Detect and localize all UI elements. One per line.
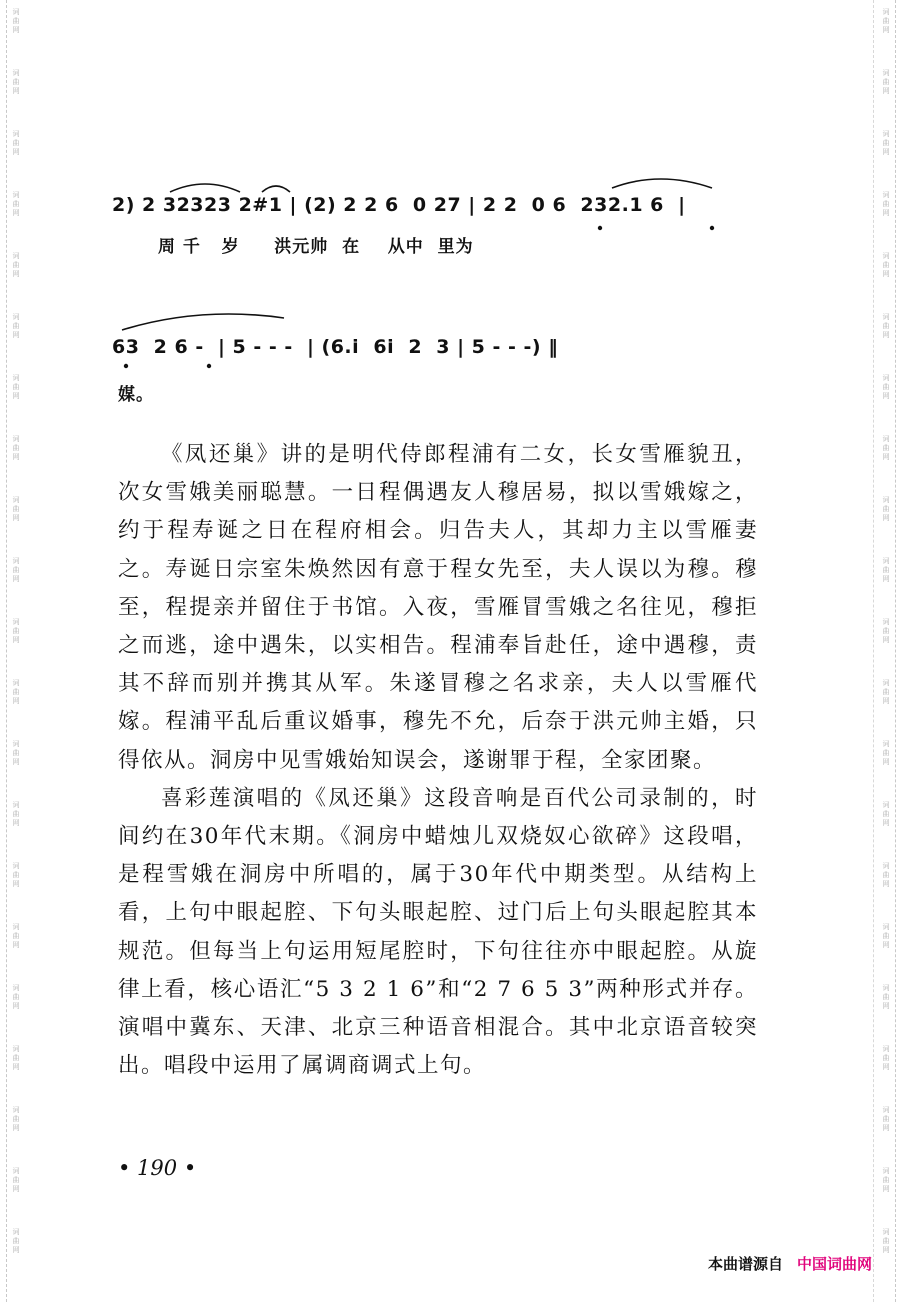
watermark-mark: 词 曲 网 xyxy=(12,862,20,888)
watermark-mark: 词 曲 网 xyxy=(882,1106,890,1132)
watermark-mark: 词 曲 网 xyxy=(882,191,890,217)
watermark-mark: 词 曲 网 xyxy=(882,740,890,766)
watermark-mark: 词 曲 网 xyxy=(882,862,890,888)
watermark-mark: 词 曲 网 xyxy=(882,618,890,644)
watermark-mark: 词 曲 网 xyxy=(12,191,20,217)
watermark-mark: 词 曲 网 xyxy=(882,252,890,278)
slur xyxy=(122,314,284,330)
watermark-mark: 词 曲 网 xyxy=(12,679,20,705)
watermark-mark: 词 曲 网 xyxy=(882,374,890,400)
watermark-mark: 词 曲 网 xyxy=(882,496,890,522)
watermark-mark: 词 曲 网 xyxy=(882,984,890,1010)
octave-dot xyxy=(710,226,714,230)
watermark-mark: 词 曲 网 xyxy=(882,679,890,705)
watermark-mark: 词 曲 网 xyxy=(882,8,890,34)
watermark-mark: 词 曲 网 xyxy=(12,496,20,522)
watermark-mark: 词 曲 网 xyxy=(12,740,20,766)
watermark-mark: 词 曲 网 xyxy=(12,984,20,1010)
watermark-mark: 词 曲 网 xyxy=(882,1228,890,1254)
watermark-mark: 词 曲 网 xyxy=(12,1228,20,1254)
slur xyxy=(170,184,240,192)
watermark-mark: 词 曲 网 xyxy=(882,801,890,827)
watermark-mark: 词 曲 网 xyxy=(12,557,20,583)
score-line-1-lyrics: 周 千 岁 洪元帅 在 从中 里为 xyxy=(158,237,474,257)
score-line-2-lyrics: 媒。 xyxy=(118,385,154,405)
watermark-mark: 词 曲 网 xyxy=(882,1045,890,1071)
octave-dot xyxy=(598,226,602,230)
watermark-mark: 词 曲 网 xyxy=(12,374,20,400)
watermark-mark: 词 曲 网 xyxy=(882,923,890,949)
octave-dot xyxy=(124,364,128,368)
slur xyxy=(612,179,712,188)
watermark-mark: 词 曲 网 xyxy=(12,1045,20,1071)
watermark-mark: 词 曲 网 xyxy=(882,1167,890,1193)
body-text xyxy=(118,436,758,1085)
paragraph-1: 《凤还巢》讲的是明代侍郎程浦有二女，长女雪雁貌丑，次女雪娥美丽聪慧。一日程偶遇友人穆居易，拟以雪娥嫁之，约于程寿诞之日在程府相会。归告夫人，其却力主以雪雁妻之。寿诞日宗室朱焕然因有意于程女先至，夫人误以为穆。穆至，程提亲并留住于书馆。入夜，雪雁冒雪娥之名往见，穆拒之而逃，途中遇朱，以实相告。程浦奉旨赴任，途中遇穆，责其不辞而别并携其从军。朱遂冒穆之名求亲，夫人以雪雁代嫁。程浦平乱后重议婚事，穆先不允，后奈于洪元帅主婚，只得依从。洞房中见雪娥始知误会，遂谢罪于程，全家团聚。 xyxy=(118,442,758,773)
score-slurs xyxy=(0,0,902,420)
octave-dot xyxy=(207,364,211,368)
page-number: • 190 • xyxy=(118,1156,197,1180)
watermark-mark: 词 曲 网 xyxy=(12,435,20,461)
watermark-mark: 词 曲 网 xyxy=(12,801,20,827)
watermark-mark: 词 曲 网 xyxy=(12,252,20,278)
watermark-mark: 词 曲 网 xyxy=(882,435,890,461)
source-label: 本曲谱源自 xyxy=(707,1255,783,1273)
watermark-mark: 词 曲 网 xyxy=(12,1167,20,1193)
slur xyxy=(262,186,290,192)
watermark-mark: 词 曲 网 xyxy=(12,8,20,34)
watermark-mark: 词 曲 网 xyxy=(882,69,890,95)
brand-name[interactable]: 中国词曲网 xyxy=(796,1255,872,1273)
watermark-mark: 词 曲 网 xyxy=(882,557,890,583)
watermark-mark: 词 曲 网 xyxy=(882,313,890,339)
watermark-mark: 词 曲 网 xyxy=(12,130,20,156)
watermark-mark: 词 曲 网 xyxy=(12,923,20,949)
paragraph-2: 喜彩莲演唱的《凤还巢》这段音响是百代公司录制的，时间约在30年代末期。《洞房中蜡烛儿双烧奴心欲碎》这段唱，是程雪娥在洞房中所唱的，属于30年代中期类型。从结构上看，上句中眼起腔、下句头眼起腔、过门后上句头眼起腔其本规范。但每当上句运用短尾腔时，下句往往亦中眼起腔。从旋律上看，核心语汇“5 3 2 1 6”和“2 7 6 5 3”两种形式并存。演唱中冀东、天津、北京三种语音相混合。其中北京语音较突出。唱段中运用了属调商调式上句。 xyxy=(118,785,758,1079)
watermark-mark: 词 曲 网 xyxy=(12,1106,20,1132)
watermark-mark: 词 曲 网 xyxy=(12,618,20,644)
watermark-mark: 词 曲 网 xyxy=(12,313,20,339)
watermark-mark: 词 曲 网 xyxy=(882,130,890,156)
score-line-1: 2) 2 32323 2#1 | (2) 2 2 6 0 27 | 2 2 0 6 232.1 6 | xyxy=(112,194,686,216)
source-credit xyxy=(708,1253,872,1274)
score-line-2: 63 2 6 - | 5 - - - | (6.i 6i 2 3 | 5 - - -) ‖ xyxy=(112,336,559,358)
watermark-mark: 词 曲 网 xyxy=(12,69,20,95)
